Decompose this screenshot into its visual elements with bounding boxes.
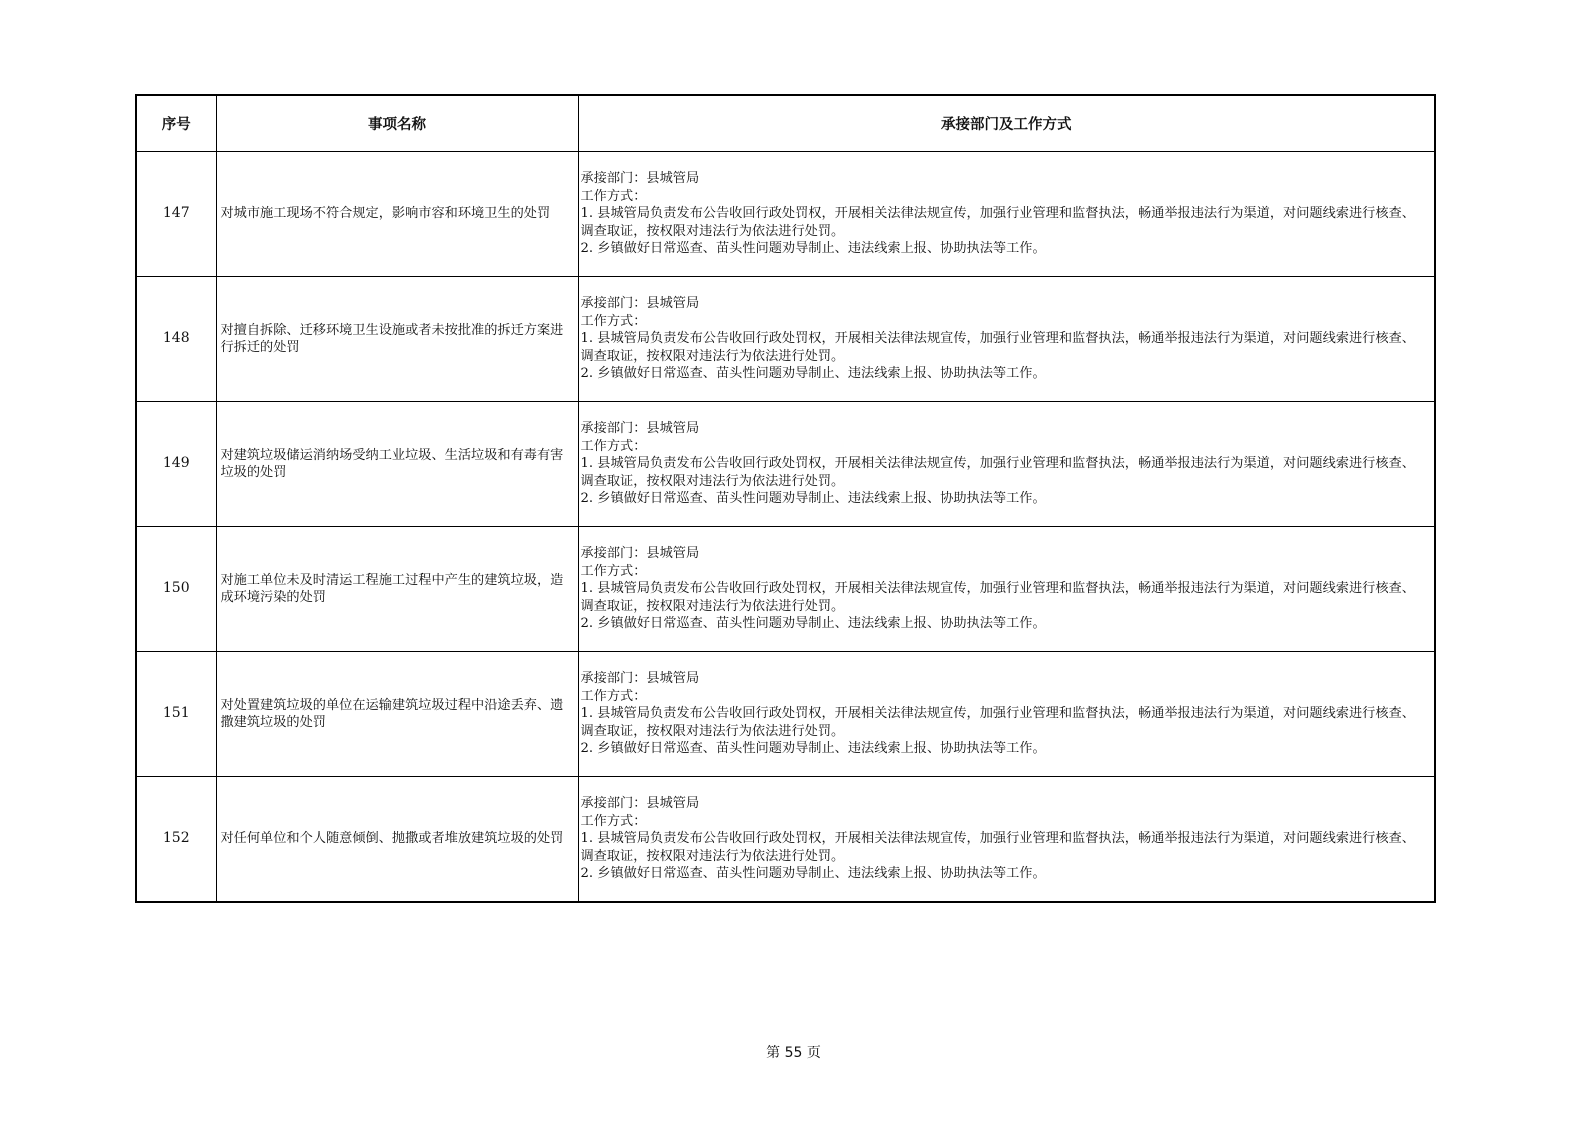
method-label: 工作方式： — [580, 688, 647, 704]
table-row — [136, 527, 1435, 652]
department-method-cell — [578, 152, 1435, 277]
method-label: 工作方式： — [580, 813, 647, 829]
serial-number-cell: 150 — [136, 527, 216, 652]
page-number: 第 55 页 — [766, 1045, 821, 1061]
method-label: 工作方式： — [580, 438, 647, 454]
serial-number-cell: 149 — [136, 402, 216, 527]
item-name-cell: 对建筑垃圾储运消纳场受纳工业垃圾、生活垃圾和有毒有害垃圾的处罚 — [216, 402, 578, 527]
method-label: 工作方式： — [580, 563, 647, 579]
method-item-1: 1. 县城管局负责发布公告收回行政处罚权，开展相关法律法规宣传，加强行业管理和监督执法，畅通举报违法行为渠道，对问题线索进行核查、调查取证，按权限对违法行为依法进行处罚。 — [580, 581, 1415, 614]
table-header — [136, 95, 1435, 152]
department-method-cell — [578, 777, 1435, 903]
table-row — [136, 402, 1435, 527]
method-item-1: 1. 县城管局负责发布公告收回行政处罚权，开展相关法律法规宣传，加强行业管理和监督执法，畅通举报违法行为渠道，对问题线索进行核查、调查取证，按权限对违法行为依法进行处罚。 — [580, 831, 1415, 864]
method-item-2: 2. 乡镇做好日常巡查、苗头性问题劝导制止、违法线索上报、协助执法等工作。 — [580, 866, 1046, 882]
item-name-cell: 对擅自拆除、迁移环境卫生设施或者未按批准的拆迁方案进行拆迁的处罚 — [216, 277, 578, 402]
serial-number-cell: 147 — [136, 152, 216, 277]
serial-number-cell: 148 — [136, 277, 216, 402]
method-item-2: 2. 乡镇做好日常巡查、苗头性问题劝导制止、违法线索上报、协助执法等工作。 — [580, 366, 1046, 382]
method-item-1: 1. 县城管局负责发布公告收回行政处罚权，开展相关法律法规宣传，加强行业管理和监督执法，畅通举报违法行为渠道，对问题线索进行核查、调查取证，按权限对违法行为依法进行处罚。 — [580, 706, 1415, 739]
table-row — [136, 277, 1435, 402]
item-name-cell: 对施工单位未及时清运工程施工过程中产生的建筑垃圾，造成环境污染的处罚 — [216, 527, 578, 652]
method-item-2: 2. 乡镇做好日常巡查、苗头性问题劝导制止、违法线索上报、协助执法等工作。 — [580, 741, 1046, 757]
method-label: 工作方式： — [580, 313, 647, 329]
department-line: 承接部门：县城管局 — [580, 671, 700, 687]
department-method-cell — [578, 402, 1435, 527]
table-row — [136, 652, 1435, 777]
item-name-cell: 对任何单位和个人随意倾倒、抛撒或者堆放建筑垃圾的处罚 — [216, 777, 578, 903]
serial-number-cell: 152 — [136, 777, 216, 903]
method-item-2: 2. 乡镇做好日常巡查、苗头性问题劝导制止、违法线索上报、协助执法等工作。 — [580, 241, 1046, 257]
method-item-2: 2. 乡镇做好日常巡查、苗头性问题劝导制止、违法线索上报、协助执法等工作。 — [580, 491, 1046, 507]
department-method-cell — [578, 652, 1435, 777]
method-item-1: 1. 县城管局负责发布公告收回行政处罚权，开展相关法律法规宣传，加强行业管理和监督执法，畅通举报违法行为渠道，对问题线索进行核查、调查取证，按权限对违法行为依法进行处罚。 — [580, 456, 1415, 489]
department-method-cell — [578, 527, 1435, 652]
department-line: 承接部门：县城管局 — [580, 546, 700, 562]
table-body — [136, 152, 1435, 903]
table-row — [136, 152, 1435, 277]
method-item-1: 1. 县城管局负责发布公告收回行政处罚权，开展相关法律法规宣传，加强行业管理和监督执法，畅通举报违法行为渠道，对问题线索进行核查、调查取证，按权限对违法行为依法进行处罚。 — [580, 331, 1415, 364]
item-name-cell: 对处置建筑垃圾的单位在运输建筑垃圾过程中沿途丢弃、遗撒建筑垃圾的处罚 — [216, 652, 578, 777]
header-department-method: 承接部门及工作方式 — [578, 95, 1435, 152]
table-row — [136, 777, 1435, 903]
department-method-cell — [578, 277, 1435, 402]
items-table — [135, 94, 1436, 903]
header-item-name: 事项名称 — [216, 95, 578, 152]
method-item-1: 1. 县城管局负责发布公告收回行政处罚权，开展相关法律法规宣传，加强行业管理和监督执法，畅通举报违法行为渠道，对问题线索进行核查、调查取证，按权限对违法行为依法进行处罚。 — [580, 206, 1415, 239]
method-label: 工作方式： — [580, 188, 647, 204]
serial-number-cell: 151 — [136, 652, 216, 777]
header-row — [136, 95, 1435, 152]
department-line: 承接部门：县城管局 — [580, 171, 700, 187]
item-name-cell: 对城市施工现场不符合规定，影响市容和环境卫生的处罚 — [216, 152, 578, 277]
header-serial-number: 序号 — [136, 95, 216, 152]
department-line: 承接部门：县城管局 — [580, 421, 700, 437]
method-item-2: 2. 乡镇做好日常巡查、苗头性问题劝导制止、违法线索上报、协助执法等工作。 — [580, 616, 1046, 632]
department-line: 承接部门：县城管局 — [580, 296, 700, 312]
department-line: 承接部门：县城管局 — [580, 796, 700, 812]
